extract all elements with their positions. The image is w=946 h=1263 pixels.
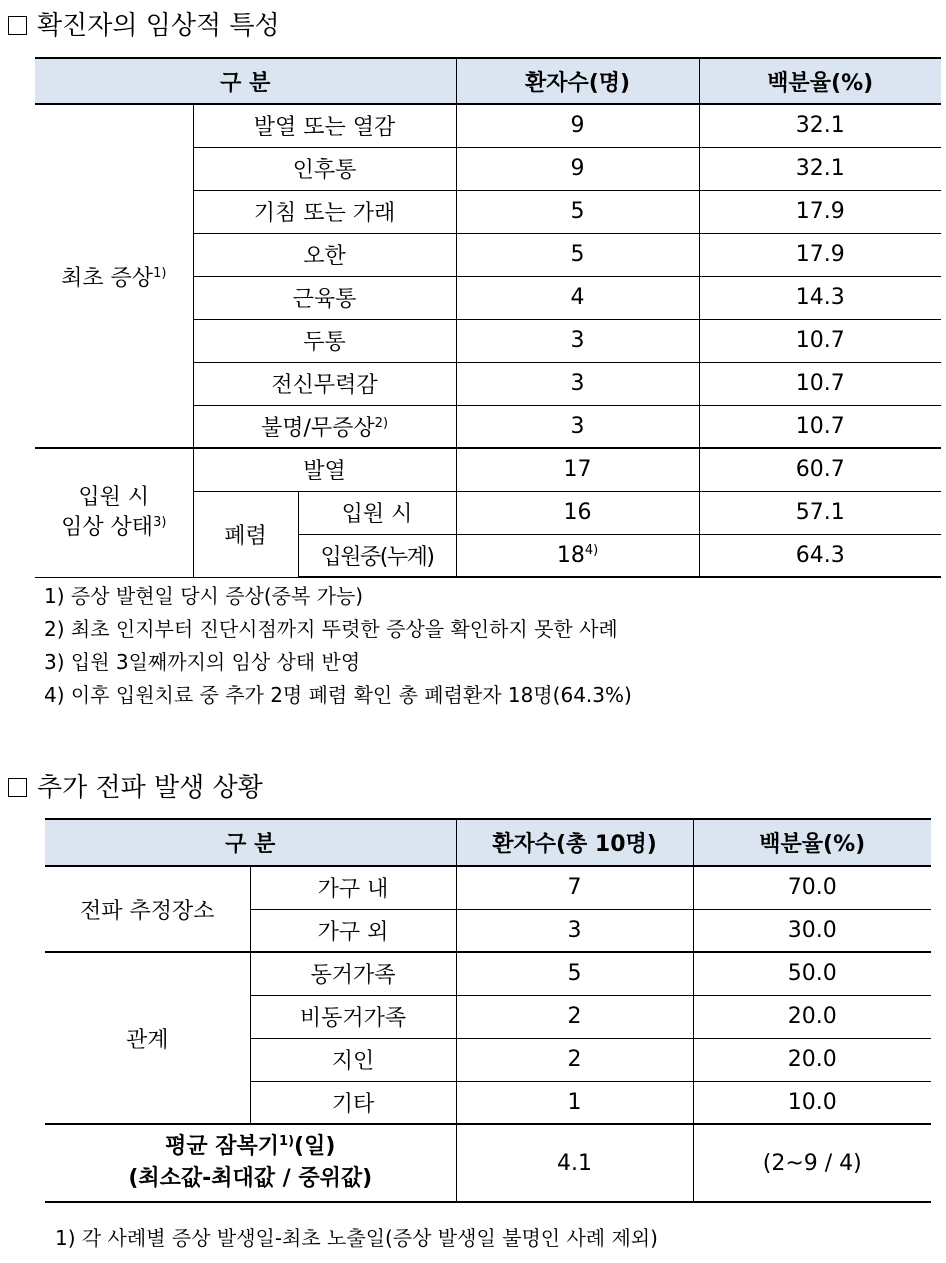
symptom-name: 발열 또는 열감: [193, 104, 456, 147]
symptom-name: 불명/무증상$^{2)}$: [193, 405, 456, 448]
fever-name: 발열: [193, 448, 456, 491]
symptom-count: 5: [456, 190, 699, 233]
table-row: [35, 448, 941, 491]
relation-name: 비동거가족: [250, 995, 456, 1038]
group-label-place: 전파 추정장소: [45, 866, 250, 952]
relation-percent: 20.0: [693, 995, 931, 1038]
relation-count: 2: [456, 995, 693, 1038]
relation-name: 기타: [250, 1081, 456, 1124]
symptom-count: 3: [456, 319, 699, 362]
incubation-mean: 4.1: [456, 1124, 693, 1202]
table-row: [45, 866, 931, 909]
relation-name: 지인: [250, 1038, 456, 1081]
relation-percent: 10.0: [693, 1081, 931, 1124]
symptom-name: 전신무력감: [193, 362, 456, 405]
checkbox-icon: [8, 778, 27, 797]
section-title-transmission: [8, 771, 263, 805]
clinical-footnotes: [44, 580, 632, 712]
symptom-percent: 32.1: [699, 147, 941, 190]
pneumonia-cum-percent: 64.3: [699, 534, 941, 577]
place-name: 가구 외: [250, 909, 456, 952]
transmission-table: [45, 818, 931, 1203]
table-row: [45, 1124, 931, 1202]
transmission-footnotes: [55, 1222, 658, 1255]
symptom-name: 기침 또는 가래: [193, 190, 456, 233]
section-title-clinical: [8, 9, 280, 43]
relation-count: 2: [456, 1038, 693, 1081]
incubation-label: 평균 잠복기$^{1)}$(일) (최소값-최대값 / 중위값): [45, 1124, 456, 1202]
pneumonia-cum-name: 입원중(누계): [298, 534, 456, 577]
place-percent: 30.0: [693, 909, 931, 952]
relation-percent: 20.0: [693, 1038, 931, 1081]
pneumonia-cum-count: 18$^{4)}$: [456, 534, 699, 577]
section-title-text: 추가 전파 발생 상황: [37, 773, 263, 803]
symptom-count: 3: [456, 362, 699, 405]
symptom-percent: 17.9: [699, 233, 941, 276]
section-title-text: 확진자의 임상적 특성: [37, 11, 280, 41]
header-count: 환자수(명): [456, 58, 699, 104]
symptom-name: 인후통: [193, 147, 456, 190]
pneumonia-admit-percent: 57.1: [699, 491, 941, 534]
footnote: 1) 증상 발현일 당시 증상(중복 가능): [44, 584, 364, 608]
symptom-percent: 10.7: [699, 362, 941, 405]
symptom-name: 오한: [193, 233, 456, 276]
symptom-percent: 17.9: [699, 190, 941, 233]
relation-name: 동거가족: [250, 952, 456, 995]
footnote: 3) 입원 3일째까지의 임상 상태 반영: [44, 650, 361, 674]
symptom-percent: 10.7: [699, 405, 941, 448]
pneumonia-admit-count: 16: [456, 491, 699, 534]
relation-percent: 50.0: [693, 952, 931, 995]
relation-count: 1: [456, 1081, 693, 1124]
footnote: 2) 최초 인지부터 진단시점까지 뚜렷한 증상을 확인하지 못한 사례: [44, 617, 618, 641]
place-name: 가구 내: [250, 866, 456, 909]
header-count: 환자수(총 10명): [456, 819, 693, 866]
symptom-count: 5: [456, 233, 699, 276]
group-label-initial-symptoms: 최초 증상$^{1)}$: [35, 104, 193, 448]
header-percent: 백분율(%): [693, 819, 931, 866]
pneumonia-admit-name: 입원 시: [298, 491, 456, 534]
place-count: 7: [456, 866, 693, 909]
symptom-count: 9: [456, 104, 699, 147]
place-percent: 70.0: [693, 866, 931, 909]
clinical-table: [35, 57, 941, 578]
symptom-percent: 14.3: [699, 276, 941, 319]
header-category: 구 분: [35, 58, 456, 104]
pneumonia-label: 폐렴: [193, 491, 298, 577]
table-header-row: [35, 58, 941, 104]
table-row: [35, 104, 941, 147]
fever-count: 17: [456, 448, 699, 491]
group-label-relation: 관계: [45, 952, 250, 1124]
place-count: 3: [456, 909, 693, 952]
footnote: 1) 각 사례별 증상 발생일-최초 노출일(증상 발생일 불명인 사례 제외): [55, 1226, 658, 1250]
symptom-percent: 32.1: [699, 104, 941, 147]
symptom-count: 4: [456, 276, 699, 319]
table-header-row: [45, 819, 931, 866]
symptom-count: 3: [456, 405, 699, 448]
footnote: 4) 이후 입원치료 중 추가 2명 폐렴 확인 총 폐렴환자 18명(64.3%): [44, 683, 632, 707]
group-label-admission-status: 입원 시 임상 상태$^{3)}$: [35, 448, 193, 577]
relation-count: 5: [456, 952, 693, 995]
symptom-name: 근육통: [193, 276, 456, 319]
header-percent: 백분율(%): [699, 58, 941, 104]
symptom-percent: 10.7: [699, 319, 941, 362]
header-category: 구 분: [45, 819, 456, 866]
table-row: [45, 952, 931, 995]
symptom-name: 두통: [193, 319, 456, 362]
checkbox-icon: [8, 16, 27, 35]
symptom-count: 9: [456, 147, 699, 190]
fever-percent: 60.7: [699, 448, 941, 491]
incubation-range: (2~9 / 4): [693, 1124, 931, 1202]
